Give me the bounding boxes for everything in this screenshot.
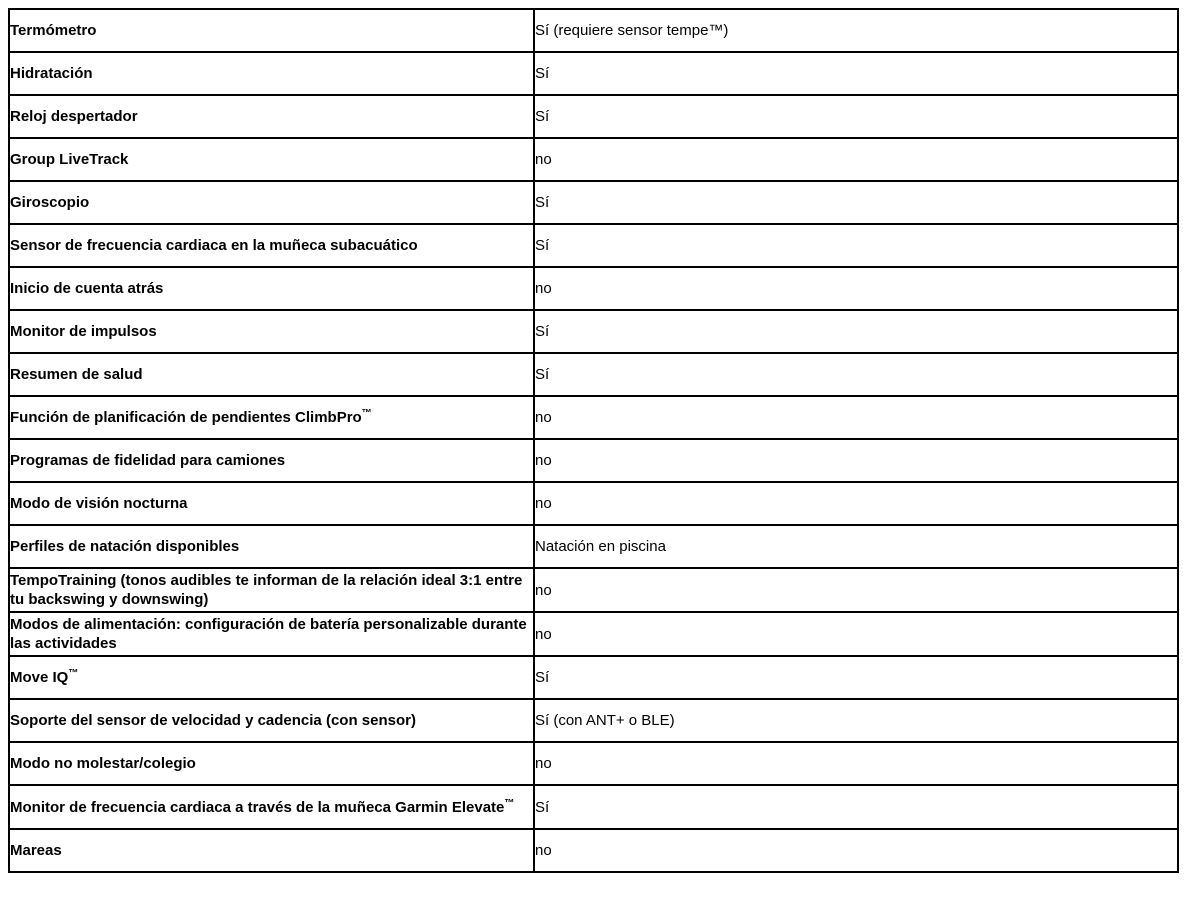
feature-name-cell <box>9 138 534 181</box>
feature-value-text: no <box>535 842 552 859</box>
feature-value-text: Sí <box>535 108 550 125</box>
feature-name-text: Modos de alimentación: configuración de batería personalizable durante las actividades <box>10 616 527 652</box>
feature-name-cell <box>9 612 534 656</box>
table-row <box>9 224 1178 267</box>
feature-value-text: no <box>535 581 552 599</box>
feature-name-text: Reloj despertador <box>10 108 138 125</box>
feature-value-cell <box>534 699 1178 742</box>
feature-value-cell <box>534 9 1178 52</box>
table-row <box>9 95 1178 138</box>
feature-name-cell <box>9 9 534 52</box>
feature-name-cell <box>9 353 534 396</box>
feature-value-text: Sí <box>535 323 550 340</box>
feature-value-cell <box>534 785 1178 829</box>
feature-value-cell <box>534 482 1178 525</box>
feature-name-text: Move IQ <box>10 669 69 686</box>
feature-name-text: Función de planificación de pendientes ClimbPro <box>10 409 362 426</box>
feature-value-text: no <box>535 452 552 469</box>
table-row <box>9 181 1178 224</box>
feature-name-cell <box>9 742 534 785</box>
feature-value-cell <box>534 439 1178 482</box>
feature-name-text: Group LiveTrack <box>10 151 129 168</box>
table-row <box>9 785 1178 829</box>
feature-name-cell <box>9 656 534 699</box>
spec-table-container <box>8 8 1177 873</box>
feature-value-text: Sí <box>535 798 550 816</box>
feature-name-text: TempoTraining (tonos audibles te informan de la relación ideal 3:1 entre tu backswing y downswing) <box>10 572 523 608</box>
feature-name-cell <box>9 181 534 224</box>
table-row <box>9 656 1178 699</box>
feature-name-cell <box>9 568 534 612</box>
table-body <box>9 9 1178 872</box>
feature-name-cell <box>9 699 534 742</box>
feature-name-cell <box>9 525 534 568</box>
feature-name-text: Hidratación <box>10 65 93 82</box>
table-row <box>9 568 1178 612</box>
feature-name-text: Sensor de frecuencia cardiaca en la muñeca subacuático <box>10 237 418 254</box>
feature-name-cell <box>9 396 534 439</box>
table-row <box>9 699 1178 742</box>
trademark-icon: ™ <box>361 408 372 419</box>
feature-value-cell <box>534 267 1178 310</box>
feature-name-text: Mareas <box>10 842 62 859</box>
table-row <box>9 138 1178 181</box>
feature-value-text: Sí (requiere sensor tempe™) <box>535 22 729 39</box>
table-row <box>9 396 1178 439</box>
feature-value-text: Sí (con ANT+ o BLE) <box>535 712 675 729</box>
table-row <box>9 353 1178 396</box>
table-row <box>9 310 1178 353</box>
feature-value-cell <box>534 525 1178 568</box>
feature-name-text: Programas de fidelidad para camiones <box>10 452 286 469</box>
feature-value-cell <box>534 656 1178 699</box>
feature-value-text: Sí <box>535 194 550 211</box>
feature-value-text: Sí <box>535 65 550 82</box>
feature-value-text: Sí <box>535 237 550 254</box>
table-row <box>9 9 1178 52</box>
feature-value-cell <box>534 224 1178 267</box>
feature-value-cell <box>534 568 1178 612</box>
feature-name-text: Inicio de cuenta atrás <box>10 280 164 297</box>
feature-value-cell <box>534 181 1178 224</box>
feature-name-cell <box>9 95 534 138</box>
feature-value-text: no <box>535 495 552 512</box>
feature-value-text: no <box>535 625 552 643</box>
feature-value-text: no <box>535 280 552 297</box>
feature-value-text: Natación en piscina <box>535 538 666 555</box>
table-row <box>9 612 1178 656</box>
feature-name-cell <box>9 224 534 267</box>
feature-value-cell <box>534 310 1178 353</box>
feature-name-text: Termómetro <box>10 22 97 39</box>
table-row <box>9 829 1178 872</box>
feature-value-cell <box>534 52 1178 95</box>
feature-name-cell <box>9 310 534 353</box>
trademark-icon: ™ <box>68 668 79 679</box>
table-row <box>9 525 1178 568</box>
feature-name-text: Modo no molestar/colegio <box>10 755 196 772</box>
table-row <box>9 742 1178 785</box>
table-row <box>9 482 1178 525</box>
feature-name-text: Monitor de frecuencia cardiaca a través de la muñeca Garmin Elevate <box>10 798 505 816</box>
feature-value-text: no <box>535 409 552 426</box>
feature-name-text: Resumen de salud <box>10 366 143 383</box>
feature-name-cell <box>9 482 534 525</box>
feature-value-cell <box>534 742 1178 785</box>
feature-name-cell <box>9 439 534 482</box>
feature-name-cell <box>9 52 534 95</box>
feature-value-cell <box>534 138 1178 181</box>
feature-name-text: Perfiles de natación disponibles <box>10 538 240 555</box>
feature-name-text: Soporte del sensor de velocidad y cadencia (con sensor) <box>10 712 416 729</box>
trademark-icon: ™ <box>504 797 515 809</box>
feature-name-cell <box>9 785 534 829</box>
feature-value-cell <box>534 95 1178 138</box>
feature-name-text: Modo de visión nocturna <box>10 495 188 512</box>
feature-name-cell <box>9 267 534 310</box>
feature-value-cell <box>534 396 1178 439</box>
table-row <box>9 439 1178 482</box>
feature-value-text: Sí <box>535 669 550 686</box>
table-row <box>9 52 1178 95</box>
feature-value-cell <box>534 353 1178 396</box>
table-row <box>9 267 1178 310</box>
feature-name-text: Giroscopio <box>10 194 90 211</box>
feature-comparison-table <box>8 8 1179 873</box>
feature-value-text: Sí <box>535 366 550 383</box>
feature-name-text: Monitor de impulsos <box>10 323 157 340</box>
feature-name-cell <box>9 829 534 872</box>
feature-value-cell <box>534 612 1178 656</box>
feature-value-text: no <box>535 151 552 168</box>
feature-value-cell <box>534 829 1178 872</box>
feature-value-text: no <box>535 755 552 772</box>
